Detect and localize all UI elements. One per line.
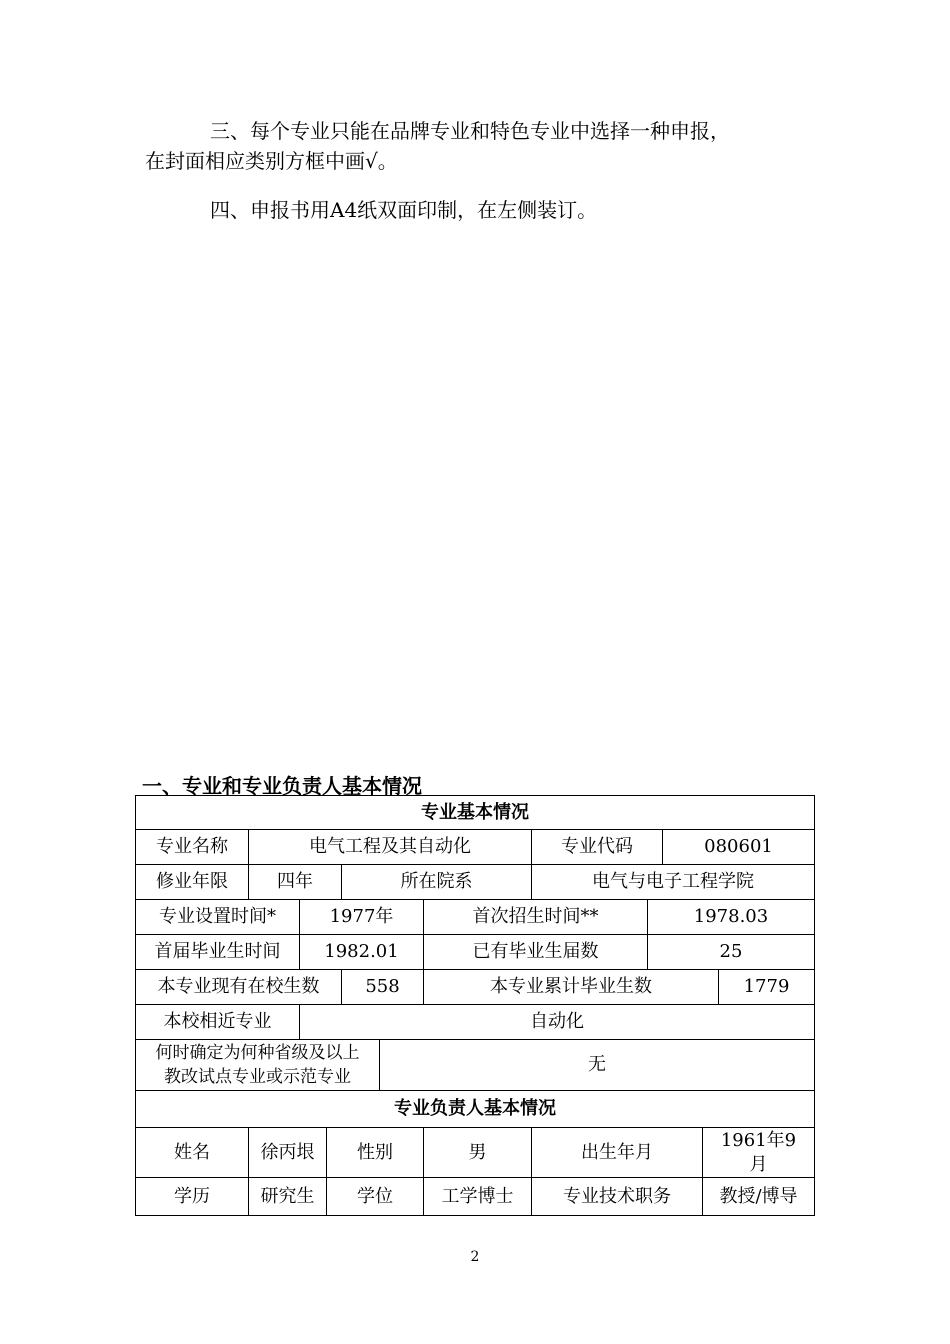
- section-title: 一、专业和专业负责人基本情况: [142, 774, 422, 798]
- birth-value: [703, 1128, 814, 1178]
- first-enroll-value: 1978.03: [648, 900, 814, 935]
- established-value: 1977年: [300, 900, 424, 935]
- gender-label: 性别: [327, 1128, 424, 1178]
- education-label: 学历: [136, 1178, 249, 1215]
- grad-cohorts-value: 25: [648, 935, 814, 970]
- note-item-4: 四、申报书用A4纸双面印制，在左侧装订。: [210, 198, 598, 222]
- leader-info-header: 专业负责人基本情况: [136, 1091, 814, 1128]
- gender-value: 男: [424, 1128, 532, 1178]
- birth-value-line-2: 月: [749, 1153, 768, 1175]
- first-grad-value: 1982.01: [300, 935, 424, 970]
- established-label: 专业设置时间*: [136, 900, 300, 935]
- professional-title-label: 专业技术职务: [532, 1178, 703, 1215]
- duration-value: 四年: [249, 865, 342, 900]
- professional-title-value: 教授/博导: [719, 1185, 798, 1207]
- related-major-value: 自动化: [300, 1005, 814, 1040]
- total-grads-value: 1779: [719, 970, 814, 1005]
- current-students-label: 本专业现有在校生数: [136, 970, 342, 1005]
- current-students-value: 558: [342, 970, 424, 1005]
- duration-label: 修业年限: [136, 865, 249, 900]
- department-value: 电气与电子工程学院: [532, 865, 814, 900]
- pilot-label-line-2: 教改试点专业或示范专业: [164, 1067, 351, 1087]
- major-code-label: 专业代码: [532, 830, 663, 865]
- degree-label: 学位: [327, 1178, 424, 1215]
- education-value: 研究生: [249, 1178, 327, 1215]
- pilot-label-line-1: 何时确定为何种省级及以上: [155, 1043, 360, 1063]
- page-number: 2: [470, 1249, 480, 1265]
- first-enroll-label: 首次招生时间**: [424, 900, 648, 935]
- department-label: 所在院系: [342, 865, 532, 900]
- birth-value-line-1: 1961年9: [720, 1129, 797, 1151]
- major-name-label: 专业名称: [136, 830, 249, 865]
- birth-label: 出生年月: [532, 1128, 703, 1178]
- total-grads-label: 本专业累计毕业生数: [424, 970, 719, 1005]
- first-grad-label: 首届毕业生时间: [136, 935, 300, 970]
- info-table: [135, 795, 815, 1216]
- pilot-value: 无: [380, 1040, 814, 1091]
- major-code-value: 080601: [663, 830, 814, 865]
- major-info-header: 专业基本情况: [136, 796, 814, 830]
- leader-name-label: 姓名: [136, 1128, 249, 1178]
- grad-cohorts-label: 已有毕业生届数: [424, 935, 648, 970]
- note-item-3-line-2: 在封面相应类别方框中画√。: [145, 149, 398, 173]
- related-major-label: 本校相近专业: [136, 1005, 300, 1040]
- note-item-3-line-1: 三、每个专业只能在品牌专业和特色专业中选择一种申报，: [210, 119, 730, 143]
- pilot-label: [136, 1040, 380, 1091]
- major-name-value: 电气工程及其自动化: [249, 830, 532, 865]
- leader-name-value: 徐丙垠: [249, 1128, 327, 1178]
- degree-value: 工学博士: [424, 1178, 532, 1215]
